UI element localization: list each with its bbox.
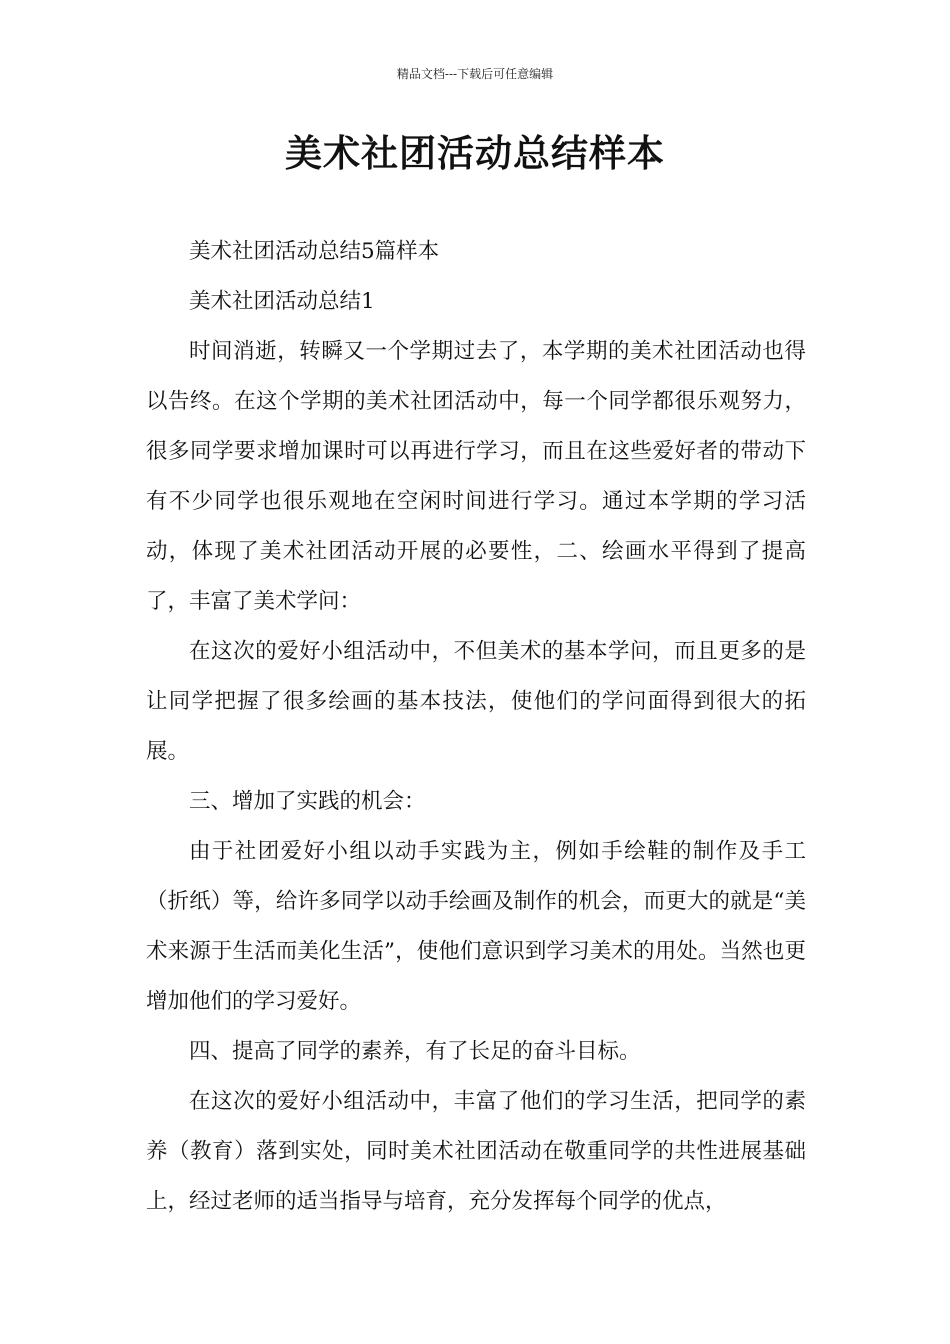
paragraph: 时间消逝，转瞬又一个学期过去了，本学期的美术社团活动也得以告终。在这个学期的美术社团活动中，每一个同学都很乐观努力，很多同学要求增加课时可以再进行学习，而且在这些爱好者的带动下有不少同学也很乐观地在空闲时间进行学习。通过本学期的学习活动，体现了美术社团活动开展的必要性，二、绘画水平得到了提高了，丰富了美术学问： (146, 339, 806, 614)
document-title: 美术社团活动总结样本 (285, 131, 665, 175)
paragraph: 在这次的爱好小组活动中，不但美术的基本学问，而且更多的是让同学把握了很多绘画的基本技法，使他们的学问面得到很大的拓展。 (146, 639, 806, 764)
paragraph-section-heading: 美术社团活动总结1 (189, 289, 375, 314)
paragraph-subtitle: 美术社团活动总结5篇样本 (189, 239, 440, 264)
paragraph-point-heading: 四、提高了同学的素养，有了长足的奋斗目标。 (189, 1039, 641, 1064)
paragraph-point-heading: 三、增加了实践的机会： (189, 789, 426, 814)
header-note: 精品文档---下载后可任意编辑 (396, 67, 554, 81)
document-body (146, 227, 806, 1227)
paragraph: 由于社团爱好小组以动手实践为主，例如手绘鞋的制作及手工（折纸）等，给许多同学以动手绘画及制作的机会，而更大的就是“美术来源于生活而美化生活”，使他们意识到学习美术的用处。当然也更增加他们的学习爱好。 (146, 839, 806, 1014)
paragraph: 在这次的爱好小组活动中，丰富了他们的学习生活，把同学的素养（教育）落到实处，同时美术社团活动在敬重同学的共性进展基础上，经过老师的适当指导与培育，充分发挥每个同学的优点， (146, 1089, 806, 1214)
